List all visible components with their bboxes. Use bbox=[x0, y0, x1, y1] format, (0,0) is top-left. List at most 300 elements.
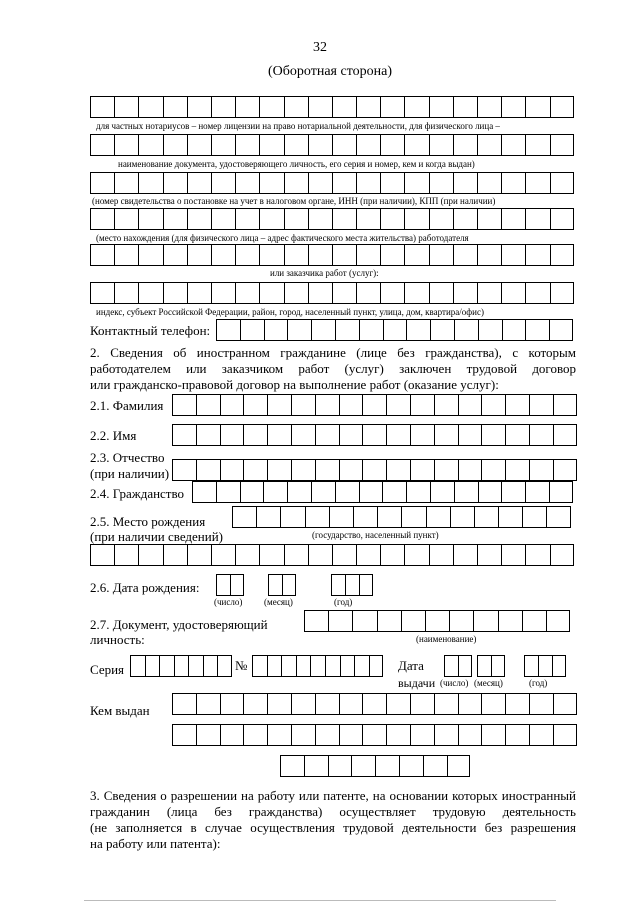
char-cell[interactable] bbox=[259, 134, 283, 156]
char-cell[interactable] bbox=[525, 481, 549, 503]
char-cell[interactable] bbox=[280, 506, 304, 528]
char-cell[interactable] bbox=[362, 693, 386, 715]
char-cell[interactable] bbox=[308, 208, 332, 230]
char-cell[interactable] bbox=[546, 610, 570, 632]
char-cell[interactable] bbox=[163, 134, 187, 156]
char-cell[interactable] bbox=[380, 244, 404, 266]
char-cell[interactable] bbox=[267, 655, 282, 677]
char-cell[interactable] bbox=[259, 96, 283, 118]
char-cell[interactable] bbox=[328, 755, 352, 777]
char-cell[interactable] bbox=[310, 655, 325, 677]
char-cell[interactable] bbox=[399, 755, 423, 777]
char-cell[interactable] bbox=[187, 544, 211, 566]
char-cell[interactable] bbox=[339, 459, 363, 481]
char-cell[interactable] bbox=[454, 481, 478, 503]
char-cell[interactable] bbox=[138, 134, 162, 156]
char-cell[interactable] bbox=[230, 574, 244, 596]
char-cell[interactable] bbox=[529, 693, 553, 715]
char-cell[interactable] bbox=[308, 544, 332, 566]
given-name-input[interactable] bbox=[172, 424, 577, 446]
char-cell[interactable] bbox=[114, 282, 138, 304]
char-cell[interactable] bbox=[284, 544, 308, 566]
char-cell[interactable] bbox=[410, 459, 434, 481]
char-cell[interactable] bbox=[550, 544, 574, 566]
char-cell[interactable] bbox=[380, 96, 404, 118]
char-cell[interactable] bbox=[434, 459, 458, 481]
char-cell[interactable] bbox=[498, 506, 522, 528]
char-cell[interactable] bbox=[434, 424, 458, 446]
char-cell[interactable] bbox=[211, 96, 235, 118]
char-cell[interactable] bbox=[315, 724, 339, 746]
char-cell[interactable] bbox=[356, 208, 380, 230]
char-cell[interactable] bbox=[187, 244, 211, 266]
char-cell[interactable] bbox=[263, 481, 287, 503]
char-cell[interactable] bbox=[287, 319, 311, 341]
char-cell[interactable] bbox=[138, 282, 162, 304]
char-cell[interactable] bbox=[187, 208, 211, 230]
char-cell[interactable] bbox=[410, 424, 434, 446]
char-cell[interactable] bbox=[308, 172, 332, 194]
char-cell[interactable] bbox=[501, 96, 525, 118]
doc-name-input[interactable] bbox=[304, 610, 570, 632]
char-cell[interactable] bbox=[259, 208, 283, 230]
employer-row-5[interactable] bbox=[90, 244, 574, 266]
char-cell[interactable] bbox=[291, 724, 315, 746]
char-cell[interactable] bbox=[481, 693, 505, 715]
char-cell[interactable] bbox=[477, 134, 501, 156]
char-cell[interactable] bbox=[267, 424, 291, 446]
char-cell[interactable] bbox=[505, 424, 529, 446]
char-cell[interactable] bbox=[550, 208, 574, 230]
char-cell[interactable] bbox=[404, 172, 428, 194]
char-cell[interactable] bbox=[477, 655, 491, 677]
char-cell[interactable] bbox=[287, 481, 311, 503]
char-cell[interactable] bbox=[434, 394, 458, 416]
char-cell[interactable] bbox=[187, 172, 211, 194]
char-cell[interactable] bbox=[524, 655, 538, 677]
char-cell[interactable] bbox=[351, 755, 375, 777]
char-cell[interactable] bbox=[505, 459, 529, 481]
char-cell[interactable] bbox=[114, 544, 138, 566]
char-cell[interactable] bbox=[211, 244, 235, 266]
char-cell[interactable] bbox=[356, 544, 380, 566]
char-cell[interactable] bbox=[356, 282, 380, 304]
char-cell[interactable] bbox=[332, 134, 356, 156]
char-cell[interactable] bbox=[114, 96, 138, 118]
char-cell[interactable] bbox=[549, 319, 573, 341]
char-cell[interactable] bbox=[332, 172, 356, 194]
char-cell[interactable] bbox=[501, 208, 525, 230]
char-cell[interactable] bbox=[196, 724, 220, 746]
char-cell[interactable] bbox=[159, 655, 174, 677]
char-cell[interactable] bbox=[90, 172, 114, 194]
char-cell[interactable] bbox=[267, 394, 291, 416]
char-cell[interactable] bbox=[243, 394, 267, 416]
char-cell[interactable] bbox=[267, 693, 291, 715]
char-cell[interactable] bbox=[449, 610, 473, 632]
char-cell[interactable] bbox=[172, 693, 196, 715]
char-cell[interactable] bbox=[505, 724, 529, 746]
char-cell[interactable] bbox=[243, 724, 267, 746]
char-cell[interactable] bbox=[481, 459, 505, 481]
char-cell[interactable] bbox=[434, 693, 458, 715]
char-cell[interactable] bbox=[430, 319, 454, 341]
char-cell[interactable] bbox=[174, 655, 189, 677]
char-cell[interactable] bbox=[362, 724, 386, 746]
citizenship-input[interactable] bbox=[192, 481, 573, 503]
char-cell[interactable] bbox=[325, 655, 340, 677]
char-cell[interactable] bbox=[339, 424, 363, 446]
char-cell[interactable] bbox=[501, 172, 525, 194]
char-cell[interactable] bbox=[356, 134, 380, 156]
char-cell[interactable] bbox=[304, 610, 328, 632]
char-cell[interactable] bbox=[356, 96, 380, 118]
char-cell[interactable] bbox=[332, 96, 356, 118]
char-cell[interactable] bbox=[444, 655, 458, 677]
char-cell[interactable] bbox=[235, 172, 259, 194]
char-cell[interactable] bbox=[284, 134, 308, 156]
char-cell[interactable] bbox=[308, 282, 332, 304]
char-cell[interactable] bbox=[362, 424, 386, 446]
char-cell[interactable] bbox=[522, 506, 546, 528]
char-cell[interactable] bbox=[401, 610, 425, 632]
doc-number-input[interactable] bbox=[252, 655, 383, 677]
char-cell[interactable] bbox=[220, 724, 244, 746]
char-cell[interactable] bbox=[315, 459, 339, 481]
char-cell[interactable] bbox=[332, 244, 356, 266]
employer-row-6[interactable] bbox=[90, 282, 574, 304]
char-cell[interactable] bbox=[332, 544, 356, 566]
char-cell[interactable] bbox=[430, 481, 454, 503]
char-cell[interactable] bbox=[243, 693, 267, 715]
char-cell[interactable] bbox=[315, 424, 339, 446]
char-cell[interactable] bbox=[243, 424, 267, 446]
char-cell[interactable] bbox=[429, 134, 453, 156]
char-cell[interactable] bbox=[404, 134, 428, 156]
char-cell[interactable] bbox=[406, 481, 430, 503]
char-cell[interactable] bbox=[550, 172, 574, 194]
char-cell[interactable] bbox=[264, 319, 288, 341]
char-cell[interactable] bbox=[549, 481, 573, 503]
char-cell[interactable] bbox=[553, 459, 577, 481]
issue-month-input[interactable] bbox=[477, 655, 505, 677]
char-cell[interactable] bbox=[90, 244, 114, 266]
char-cell[interactable] bbox=[240, 481, 264, 503]
char-cell[interactable] bbox=[211, 544, 235, 566]
char-cell[interactable] bbox=[550, 96, 574, 118]
char-cell[interactable] bbox=[525, 134, 549, 156]
char-cell[interactable] bbox=[90, 134, 114, 156]
char-cell[interactable] bbox=[296, 655, 311, 677]
char-cell[interactable] bbox=[501, 244, 525, 266]
char-cell[interactable] bbox=[259, 544, 283, 566]
char-cell[interactable] bbox=[386, 724, 410, 746]
char-cell[interactable] bbox=[447, 755, 471, 777]
char-cell[interactable] bbox=[380, 208, 404, 230]
char-cell[interactable] bbox=[550, 244, 574, 266]
char-cell[interactable] bbox=[196, 424, 220, 446]
char-cell[interactable] bbox=[284, 172, 308, 194]
char-cell[interactable] bbox=[188, 655, 203, 677]
char-cell[interactable] bbox=[114, 134, 138, 156]
char-cell[interactable] bbox=[362, 394, 386, 416]
series-input[interactable] bbox=[130, 655, 232, 677]
char-cell[interactable] bbox=[546, 506, 570, 528]
char-cell[interactable] bbox=[163, 172, 187, 194]
char-cell[interactable] bbox=[203, 655, 218, 677]
char-cell[interactable] bbox=[328, 610, 352, 632]
char-cell[interactable] bbox=[474, 506, 498, 528]
char-cell[interactable] bbox=[453, 172, 477, 194]
char-cell[interactable] bbox=[410, 394, 434, 416]
char-cell[interactable] bbox=[187, 134, 211, 156]
char-cell[interactable] bbox=[453, 282, 477, 304]
char-cell[interactable] bbox=[429, 282, 453, 304]
char-cell[interactable] bbox=[284, 282, 308, 304]
char-cell[interactable] bbox=[291, 459, 315, 481]
char-cell[interactable] bbox=[211, 208, 235, 230]
char-cell[interactable] bbox=[453, 544, 477, 566]
char-cell[interactable] bbox=[359, 319, 383, 341]
char-cell[interactable] bbox=[454, 319, 478, 341]
char-cell[interactable] bbox=[525, 544, 549, 566]
char-cell[interactable] bbox=[196, 459, 220, 481]
char-cell[interactable] bbox=[90, 282, 114, 304]
char-cell[interactable] bbox=[410, 724, 434, 746]
char-cell[interactable] bbox=[505, 693, 529, 715]
char-cell[interactable] bbox=[339, 394, 363, 416]
char-cell[interactable] bbox=[383, 319, 407, 341]
char-cell[interactable] bbox=[335, 481, 359, 503]
char-cell[interactable] bbox=[216, 319, 240, 341]
char-cell[interactable] bbox=[308, 96, 332, 118]
char-cell[interactable] bbox=[477, 172, 501, 194]
char-cell[interactable] bbox=[362, 459, 386, 481]
char-cell[interactable] bbox=[423, 755, 447, 777]
char-cell[interactable] bbox=[481, 724, 505, 746]
char-cell[interactable] bbox=[553, 724, 577, 746]
char-cell[interactable] bbox=[211, 282, 235, 304]
char-cell[interactable] bbox=[550, 282, 574, 304]
char-cell[interactable] bbox=[138, 208, 162, 230]
char-cell[interactable] bbox=[425, 610, 449, 632]
char-cell[interactable] bbox=[291, 424, 315, 446]
char-cell[interactable] bbox=[259, 172, 283, 194]
char-cell[interactable] bbox=[240, 319, 264, 341]
char-cell[interactable] bbox=[187, 96, 211, 118]
char-cell[interactable] bbox=[404, 208, 428, 230]
char-cell[interactable] bbox=[380, 282, 404, 304]
char-cell[interactable] bbox=[501, 481, 525, 503]
char-cell[interactable] bbox=[529, 424, 553, 446]
char-cell[interactable] bbox=[375, 755, 399, 777]
char-cell[interactable] bbox=[553, 394, 577, 416]
char-cell[interactable] bbox=[359, 481, 383, 503]
char-cell[interactable] bbox=[406, 319, 430, 341]
char-cell[interactable] bbox=[477, 208, 501, 230]
char-cell[interactable] bbox=[211, 172, 235, 194]
char-cell[interactable] bbox=[481, 424, 505, 446]
char-cell[interactable] bbox=[501, 282, 525, 304]
char-cell[interactable] bbox=[90, 96, 114, 118]
birthplace-input-2[interactable] bbox=[90, 544, 574, 566]
issued-by-input-2[interactable] bbox=[172, 724, 577, 746]
issue-day-input[interactable] bbox=[444, 655, 472, 677]
char-cell[interactable] bbox=[138, 172, 162, 194]
char-cell[interactable] bbox=[163, 96, 187, 118]
char-cell[interactable] bbox=[401, 506, 425, 528]
char-cell[interactable] bbox=[138, 244, 162, 266]
char-cell[interactable] bbox=[332, 282, 356, 304]
char-cell[interactable] bbox=[281, 655, 296, 677]
char-cell[interactable] bbox=[380, 544, 404, 566]
char-cell[interactable] bbox=[311, 319, 335, 341]
char-cell[interactable] bbox=[478, 319, 502, 341]
char-cell[interactable] bbox=[434, 724, 458, 746]
char-cell[interactable] bbox=[550, 134, 574, 156]
char-cell[interactable] bbox=[552, 655, 566, 677]
char-cell[interactable] bbox=[235, 244, 259, 266]
char-cell[interactable] bbox=[217, 655, 232, 677]
char-cell[interactable] bbox=[429, 544, 453, 566]
char-cell[interactable] bbox=[339, 724, 363, 746]
birth-day-input[interactable] bbox=[216, 574, 244, 596]
char-cell[interactable] bbox=[453, 208, 477, 230]
char-cell[interactable] bbox=[377, 506, 401, 528]
employer-row-1[interactable] bbox=[90, 96, 574, 118]
char-cell[interactable] bbox=[491, 655, 505, 677]
char-cell[interactable] bbox=[458, 693, 482, 715]
char-cell[interactable] bbox=[359, 574, 373, 596]
birthplace-input-1[interactable] bbox=[232, 506, 571, 528]
char-cell[interactable] bbox=[114, 244, 138, 266]
char-cell[interactable] bbox=[477, 96, 501, 118]
char-cell[interactable] bbox=[525, 208, 549, 230]
birth-month-input[interactable] bbox=[268, 574, 296, 596]
char-cell[interactable] bbox=[114, 208, 138, 230]
char-cell[interactable] bbox=[284, 244, 308, 266]
char-cell[interactable] bbox=[529, 724, 553, 746]
char-cell[interactable] bbox=[404, 282, 428, 304]
char-cell[interactable] bbox=[525, 282, 549, 304]
char-cell[interactable] bbox=[305, 506, 329, 528]
char-cell[interactable] bbox=[315, 693, 339, 715]
char-cell[interactable] bbox=[243, 459, 267, 481]
char-cell[interactable] bbox=[429, 244, 453, 266]
char-cell[interactable] bbox=[90, 208, 114, 230]
char-cell[interactable] bbox=[453, 134, 477, 156]
char-cell[interactable] bbox=[404, 544, 428, 566]
char-cell[interactable] bbox=[259, 244, 283, 266]
employer-row-2[interactable] bbox=[90, 134, 574, 156]
char-cell[interactable] bbox=[522, 610, 546, 632]
char-cell[interactable] bbox=[315, 394, 339, 416]
issued-by-input-3[interactable] bbox=[280, 755, 470, 777]
char-cell[interactable] bbox=[477, 544, 501, 566]
char-cell[interactable] bbox=[163, 282, 187, 304]
char-cell[interactable] bbox=[172, 724, 196, 746]
char-cell[interactable] bbox=[145, 655, 160, 677]
char-cell[interactable] bbox=[477, 244, 501, 266]
employer-row-4[interactable] bbox=[90, 208, 574, 230]
char-cell[interactable] bbox=[473, 610, 497, 632]
char-cell[interactable] bbox=[232, 506, 256, 528]
char-cell[interactable] bbox=[450, 506, 474, 528]
char-cell[interactable] bbox=[356, 244, 380, 266]
char-cell[interactable] bbox=[220, 459, 244, 481]
char-cell[interactable] bbox=[172, 394, 196, 416]
char-cell[interactable] bbox=[386, 693, 410, 715]
char-cell[interactable] bbox=[268, 574, 282, 596]
char-cell[interactable] bbox=[458, 424, 482, 446]
char-cell[interactable] bbox=[284, 96, 308, 118]
char-cell[interactable] bbox=[525, 172, 549, 194]
char-cell[interactable] bbox=[220, 693, 244, 715]
char-cell[interactable] bbox=[163, 244, 187, 266]
char-cell[interactable] bbox=[284, 208, 308, 230]
char-cell[interactable] bbox=[235, 544, 259, 566]
char-cell[interactable] bbox=[356, 172, 380, 194]
char-cell[interactable] bbox=[114, 172, 138, 194]
char-cell[interactable] bbox=[404, 96, 428, 118]
char-cell[interactable] bbox=[331, 574, 345, 596]
char-cell[interactable] bbox=[477, 282, 501, 304]
char-cell[interactable] bbox=[352, 610, 376, 632]
char-cell[interactable] bbox=[386, 459, 410, 481]
char-cell[interactable] bbox=[345, 574, 359, 596]
char-cell[interactable] bbox=[478, 481, 502, 503]
char-cell[interactable] bbox=[525, 319, 549, 341]
char-cell[interactable] bbox=[553, 693, 577, 715]
char-cell[interactable] bbox=[332, 208, 356, 230]
char-cell[interactable] bbox=[525, 96, 549, 118]
char-cell[interactable] bbox=[259, 282, 283, 304]
char-cell[interactable] bbox=[311, 481, 335, 503]
char-cell[interactable] bbox=[267, 459, 291, 481]
char-cell[interactable] bbox=[172, 424, 196, 446]
char-cell[interactable] bbox=[187, 282, 211, 304]
char-cell[interactable] bbox=[256, 506, 280, 528]
char-cell[interactable] bbox=[404, 244, 428, 266]
char-cell[interactable] bbox=[538, 655, 552, 677]
char-cell[interactable] bbox=[196, 394, 220, 416]
char-cell[interactable] bbox=[335, 319, 359, 341]
char-cell[interactable] bbox=[458, 394, 482, 416]
char-cell[interactable] bbox=[235, 208, 259, 230]
char-cell[interactable] bbox=[386, 424, 410, 446]
char-cell[interactable] bbox=[291, 394, 315, 416]
char-cell[interactable] bbox=[280, 755, 304, 777]
phone-input[interactable] bbox=[216, 319, 573, 341]
char-cell[interactable] bbox=[502, 319, 526, 341]
char-cell[interactable] bbox=[329, 506, 353, 528]
char-cell[interactable] bbox=[90, 544, 114, 566]
char-cell[interactable] bbox=[377, 610, 401, 632]
patronymic-input[interactable] bbox=[172, 459, 577, 481]
char-cell[interactable] bbox=[304, 755, 328, 777]
char-cell[interactable] bbox=[380, 134, 404, 156]
char-cell[interactable] bbox=[553, 424, 577, 446]
char-cell[interactable] bbox=[429, 208, 453, 230]
char-cell[interactable] bbox=[382, 481, 406, 503]
char-cell[interactable] bbox=[453, 244, 477, 266]
char-cell[interactable] bbox=[505, 394, 529, 416]
char-cell[interactable] bbox=[498, 610, 522, 632]
char-cell[interactable] bbox=[267, 724, 291, 746]
char-cell[interactable] bbox=[130, 655, 145, 677]
char-cell[interactable] bbox=[282, 574, 296, 596]
issue-year-input[interactable] bbox=[524, 655, 566, 677]
